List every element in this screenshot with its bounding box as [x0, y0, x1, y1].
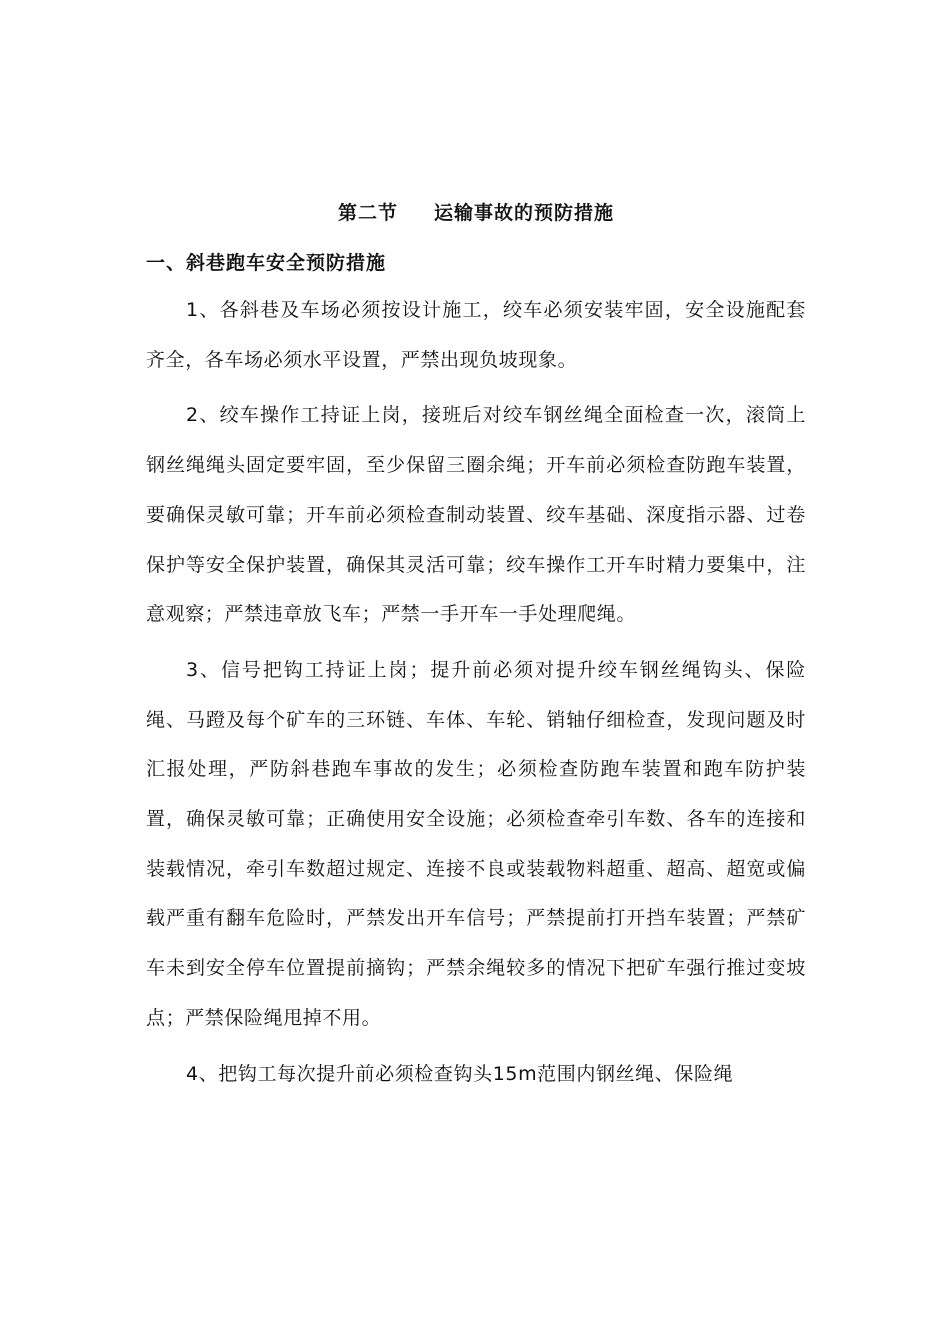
section-number: 第二节	[337, 202, 398, 224]
section-title: 运输事故的预防措施	[434, 202, 615, 224]
subsection-heading: 一、斜巷跑车安全预防措施	[146, 252, 387, 274]
section-title-line	[146, 196, 806, 230]
paragraph-2: 2、绞车操作工持证上岗，接班后对绞车钢丝绳全面检查一次，滚筒上钢丝绳绳头固定要牢固，至少保留三圈余绳；开车前必须检查防跑车装置，要确保灵敏可靠；开车前必须检查制动装置、绞车基础、深度指示器、过卷保护等安全保护装置，确保其灵活可靠；绞车操作工开车时精力要集中，注意观察；严禁违章放飞车；严禁一手开车一手处理爬绳。	[146, 404, 806, 626]
document-body	[146, 196, 806, 1099]
paragraph-1: 1、各斜巷及车场必须按设计施工，绞车必须安装牢固，安全设施配套齐全，各车场必须水平设置，严禁出现负坡现象。	[146, 299, 806, 371]
paragraph-4: 4、把钩工每次提升前必须检查钩头15m范围内钢丝绳、保险绳	[186, 1062, 734, 1085]
paragraph-3: 3、信号把钩工持证上岗；提升前必须对提升绞车钢丝绳钩头、保险绳、马蹬及每个矿车的三环链、车体、车轮、销轴仔细检查，发现问题及时汇报处理，严防斜巷跑车事故的发生；必须检查防跑车装置和跑车防护装置，确保灵敏可靠；正确使用安全设施；必须检查牵引车数、各车的连接和装载情况，牵引车数超过规定、连接不良或装载物料超重、超高、超宽或偏载严重有翻车危险时，严禁发出开车信号；严禁提前打开挡车装置；严禁矿车未到安全停车位置提前摘钩；严禁余绳较多的情况下把矿车强行推过变坡点；严禁保险绳甩掉不用。	[146, 658, 806, 1029]
